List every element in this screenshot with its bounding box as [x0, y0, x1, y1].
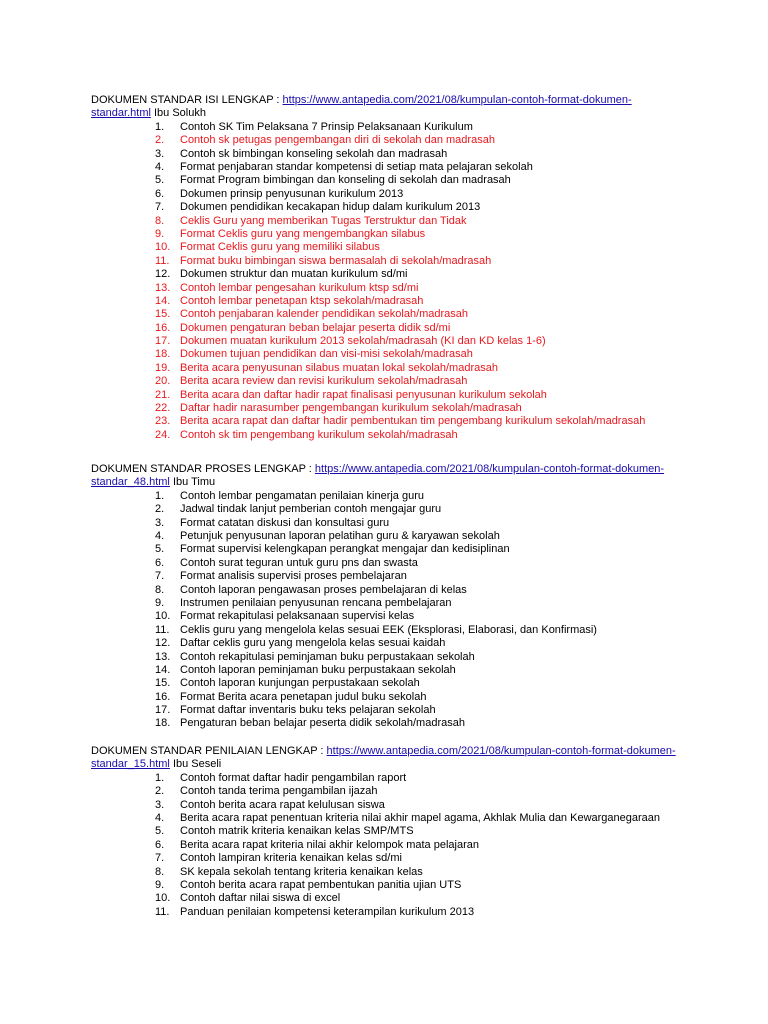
item-text: Jadwal tindak lanjut pemberian contoh mengajar guru [180, 503, 442, 516]
item-number: 18. [155, 717, 171, 730]
list-item [91, 322, 691, 335]
list-item [91, 503, 691, 516]
item-number: 12. [155, 268, 171, 281]
list-item [91, 704, 691, 717]
list-item [91, 228, 691, 241]
item-number: 17. [155, 704, 171, 717]
list-item [91, 429, 691, 442]
item-text: Ceklis Guru yang memberikan Tugas Terstruktur dan Tidak [180, 214, 467, 227]
item-text: Contoh format daftar hadir pengambilan raport [180, 771, 407, 784]
section-link[interactable]: https://www.antapedia.com/2021/08/kumpulan-contoh-format-dokumen-standar_48.html [91, 463, 665, 489]
item-text: Contoh sk bimbingan konseling sekolah dan madrasah [180, 147, 448, 160]
list-item [91, 651, 691, 664]
item-number: 9. [155, 227, 165, 240]
item-text: Daftar hadir narasumber pengembangan kurikulum sekolah/madrasah [180, 402, 522, 415]
list-item [91, 335, 691, 348]
list-item [91, 866, 691, 879]
list-item [91, 268, 691, 281]
item-text: Contoh lembar pengamatan penilaian kinerja guru [180, 489, 424, 502]
item-number: 5. [155, 174, 165, 187]
item-text: Contoh tanda terima pengambilan ijazah [180, 785, 378, 798]
item-number: 4. [155, 529, 165, 542]
list-item [91, 308, 691, 321]
item-text: Contoh laporan kunjungan perpustakaan sekolah [180, 677, 420, 690]
item-text: Petunjuk penyusunan laporan pelatihan guru & karyawan sekolah [180, 529, 500, 542]
item-number: 14. [155, 663, 171, 676]
item-number: 13. [155, 281, 171, 294]
item-text: Berita acara rapat penentuan kriteria nilai akhir mapel agama, Akhlak Mulia dan Kewarganegaraan [180, 811, 661, 824]
item-number: 6. [155, 187, 165, 200]
list-item [91, 664, 691, 677]
item-number: 9. [155, 878, 165, 891]
list-item [91, 121, 691, 134]
item-number: 2. [155, 503, 165, 516]
item-text: Contoh laporan pengawasan proses pembelajaran di kelas [180, 583, 467, 596]
item-number: 1. [155, 771, 165, 784]
section-standar-penilaian [91, 745, 691, 919]
section-title: DOKUMEN STANDAR PENILAIAN LENGKAP : [91, 745, 327, 757]
item-number: 1. [155, 120, 165, 133]
item-text: Format rekapitulasi pelaksanaan supervisi kelas [180, 610, 415, 623]
list-item [91, 906, 691, 919]
item-number: 5. [155, 543, 165, 556]
item-text: Format Program bimbingan dan konseling di sekolah dan madrasah [180, 174, 511, 187]
item-text: Format Ceklis guru yang mengembangkan silabus [180, 227, 426, 240]
item-text: Format supervisi kelengkapan perangkat mengajar dan kedisiplinan [180, 543, 510, 556]
item-number: 14. [155, 294, 171, 307]
section-link[interactable]: https://www.antapedia.com/2021/08/kumpulan-contoh-format-dokumen-standar.html [91, 94, 632, 120]
item-text: Berita acara penyusunan silabus muatan lokal sekolah/madrasah [180, 361, 498, 374]
item-text: Contoh penjabaran kalender pendidikan sekolah/madrasah [180, 308, 469, 321]
item-number: 15. [155, 308, 171, 321]
list-item [91, 637, 691, 650]
list-item [91, 717, 691, 730]
list-item [91, 892, 691, 905]
item-text: Contoh SK Tim Pelaksana 7 Prinsip Pelaksanaan Kurikulum [180, 120, 473, 133]
item-number: 9. [155, 596, 165, 609]
item-number: 3. [155, 147, 165, 160]
item-list [91, 490, 691, 731]
item-number: 16. [155, 321, 171, 334]
item-number: 11. [155, 623, 170, 636]
list-item [91, 839, 691, 852]
item-text: Daftar ceklis guru yang mengelola kelas sesuai kaidah [180, 637, 446, 650]
item-number: 16. [155, 690, 171, 703]
list-item [91, 610, 691, 623]
item-text: Contoh lembar penetapan ktsp sekolah/madrasah [180, 294, 424, 307]
item-text: Dokumen muatan kurikulum 2013 sekolah/madrasah (KI dan KD kelas 1-6) [180, 335, 546, 348]
item-text: Format Ceklis guru yang memiliki silabus [180, 241, 380, 254]
section-heading [91, 463, 691, 490]
list-item [91, 490, 691, 503]
item-text: Format penjabaran standar kompetensi di setiap mata pelajaran sekolah [180, 160, 533, 173]
item-text: Format catatan diskusi dan konsultasi guru [180, 516, 390, 529]
item-text: Dokumen pendidikan kecakapan hidup dalam kurikulum 2013 [180, 201, 481, 214]
item-text: Format Berita acara penetapan judul buku sekolah [180, 690, 427, 703]
item-text: Contoh surat teguran untuk guru pns dan swasta [180, 556, 418, 569]
item-text: SK kepala sekolah tentang kriteria kenaikan kelas [180, 865, 423, 878]
item-text: Panduan penilaian kompetensi keterampilan kurikulum 2013 [180, 905, 475, 918]
item-text: Contoh lembar pengesahan kurikulum ktsp sd/mi [180, 281, 419, 294]
list-item [91, 677, 691, 690]
list-item [91, 597, 691, 610]
list-item [91, 148, 691, 161]
item-number: 1. [155, 489, 165, 502]
list-item [91, 557, 691, 570]
item-number: 3. [155, 516, 165, 529]
item-number: 24. [155, 428, 171, 441]
list-item [91, 255, 691, 268]
item-text: Dokumen tujuan pendidikan dan visi-misi sekolah/madrasah [180, 348, 473, 361]
item-text: Contoh matrik kriteria kenaikan kelas SMP/MTS [180, 825, 414, 838]
item-number: 19. [155, 361, 171, 374]
section-person: Ibu Solukh [150, 107, 206, 120]
list-item [91, 772, 691, 785]
list-item [91, 389, 691, 402]
item-text: Format analisis supervisi proses pembelajaran [180, 570, 407, 583]
item-number: 23. [155, 415, 171, 428]
section-link[interactable]: https://www.antapedia.com/2021/08/kumpulan-contoh-format-dokumen-standar_15.html [91, 745, 676, 771]
item-text: Pengaturan beban belajar peserta didik sekolah/madrasah [180, 717, 465, 730]
list-item [91, 570, 691, 583]
list-item [91, 879, 691, 892]
list-item [91, 201, 691, 214]
item-text: Contoh sk petugas pengembangan diri di sekolah dan madrasah [180, 134, 495, 147]
item-text: Contoh berita acara rapat pembentukan panitia ujian UTS [180, 878, 462, 891]
item-text: Contoh laporan peminjaman buku perpustakaan sekolah [180, 663, 456, 676]
list-item [91, 215, 691, 228]
list-item [91, 415, 691, 428]
item-text: Format daftar inventaris buku teks pelajaran sekolah [180, 704, 436, 717]
list-item [91, 543, 691, 556]
list-item [91, 375, 691, 388]
list-item [91, 852, 691, 865]
list-item [91, 241, 691, 254]
item-number: 2. [155, 134, 165, 147]
item-number: 10. [155, 892, 171, 905]
list-item [91, 584, 691, 597]
list-item [91, 134, 691, 147]
item-text: Contoh rekapitulasi peminjaman buku perpustakaan sekolah [180, 650, 475, 663]
item-number: 8. [155, 214, 165, 227]
item-number: 12. [155, 637, 171, 650]
item-number: 22. [155, 402, 171, 415]
item-number: 8. [155, 865, 165, 878]
section-title: DOKUMEN STANDAR PROSES LENGKAP : [91, 463, 315, 475]
item-number: 13. [155, 650, 171, 663]
item-number: 3. [155, 798, 165, 811]
list-item [91, 691, 691, 704]
item-number: 4. [155, 160, 165, 173]
item-text: Format buku bimbingan siswa bermasalah di sekolah/madrasah [180, 254, 492, 267]
item-number: 8. [155, 583, 165, 596]
list-item [91, 188, 691, 201]
item-text: Ceklis guru yang mengelola kelas sesuai EEK (Eksplorasi, Elaborasi, dan Konfirmasi) [180, 623, 597, 636]
item-text: Dokumen struktur dan muatan kurikulum sd/mi [180, 268, 408, 281]
list-item [91, 362, 691, 375]
list-item [91, 161, 691, 174]
list-item [91, 799, 691, 812]
list-item [91, 785, 691, 798]
list-item [91, 812, 691, 825]
list-item [91, 517, 691, 530]
item-text: Berita acara rapat kriteria nilai akhir kelompok mata pelajaran [180, 838, 479, 851]
item-number: 7. [155, 852, 165, 865]
list-item [91, 624, 691, 637]
item-number: 6. [155, 838, 165, 851]
list-item [91, 402, 691, 415]
item-number: 4. [155, 811, 165, 824]
list-item [91, 825, 691, 838]
item-number: 10. [155, 241, 171, 254]
item-text: Dokumen prinsip penyusunan kurikulum 2013 [180, 187, 404, 200]
section-person: Ibu Timu [169, 476, 216, 489]
section-heading [91, 94, 691, 121]
item-text: Instrumen penilaian penyusunan rencana pembelajaran [180, 596, 452, 609]
list-item [91, 174, 691, 187]
list-item [91, 348, 691, 361]
list-item [91, 282, 691, 295]
item-list [91, 772, 691, 919]
section-title: DOKUMEN STANDAR ISI LENGKAP : [91, 94, 283, 106]
item-text: Contoh berita acara rapat kelulusan siswa [180, 798, 385, 811]
item-text: Contoh lampiran kriteria kenaikan kelas sd/mi [180, 852, 402, 865]
item-text: Contoh daftar nilai siswa di excel [180, 892, 341, 905]
item-number: 11. [155, 254, 170, 267]
item-number: 11. [155, 905, 170, 918]
list-item [91, 295, 691, 308]
item-number: 2. [155, 785, 165, 798]
section-standar-isi [91, 94, 691, 442]
list-item [91, 530, 691, 543]
item-number: 6. [155, 556, 165, 569]
item-text: Berita acara dan daftar hadir rapat finalisasi penyusunan kurikulum sekolah [180, 388, 547, 401]
item-number: 10. [155, 610, 171, 623]
item-number: 7. [155, 201, 165, 214]
item-number: 18. [155, 348, 171, 361]
item-text: Contoh sk tim pengembang kurikulum sekolah/madrasah [180, 428, 458, 441]
section-heading [91, 745, 691, 772]
item-number: 17. [155, 335, 171, 348]
item-number: 7. [155, 570, 165, 583]
item-number: 21. [155, 388, 171, 401]
item-number: 5. [155, 825, 165, 838]
item-number: 20. [155, 375, 171, 388]
item-list [91, 121, 691, 442]
item-text: Berita acara review dan revisi kurikulum sekolah/madrasah [180, 375, 468, 388]
section-person: Ibu Seseli [169, 758, 222, 771]
item-text: Berita acara rapat dan daftar hadir pembentukan tim pengembang kurikulum sekolah/madrasah [180, 415, 646, 428]
item-text: Dokumen pengaturan beban belajar peserta didik sd/mi [180, 321, 451, 334]
item-number: 15. [155, 677, 171, 690]
section-standar-proses [91, 463, 691, 731]
